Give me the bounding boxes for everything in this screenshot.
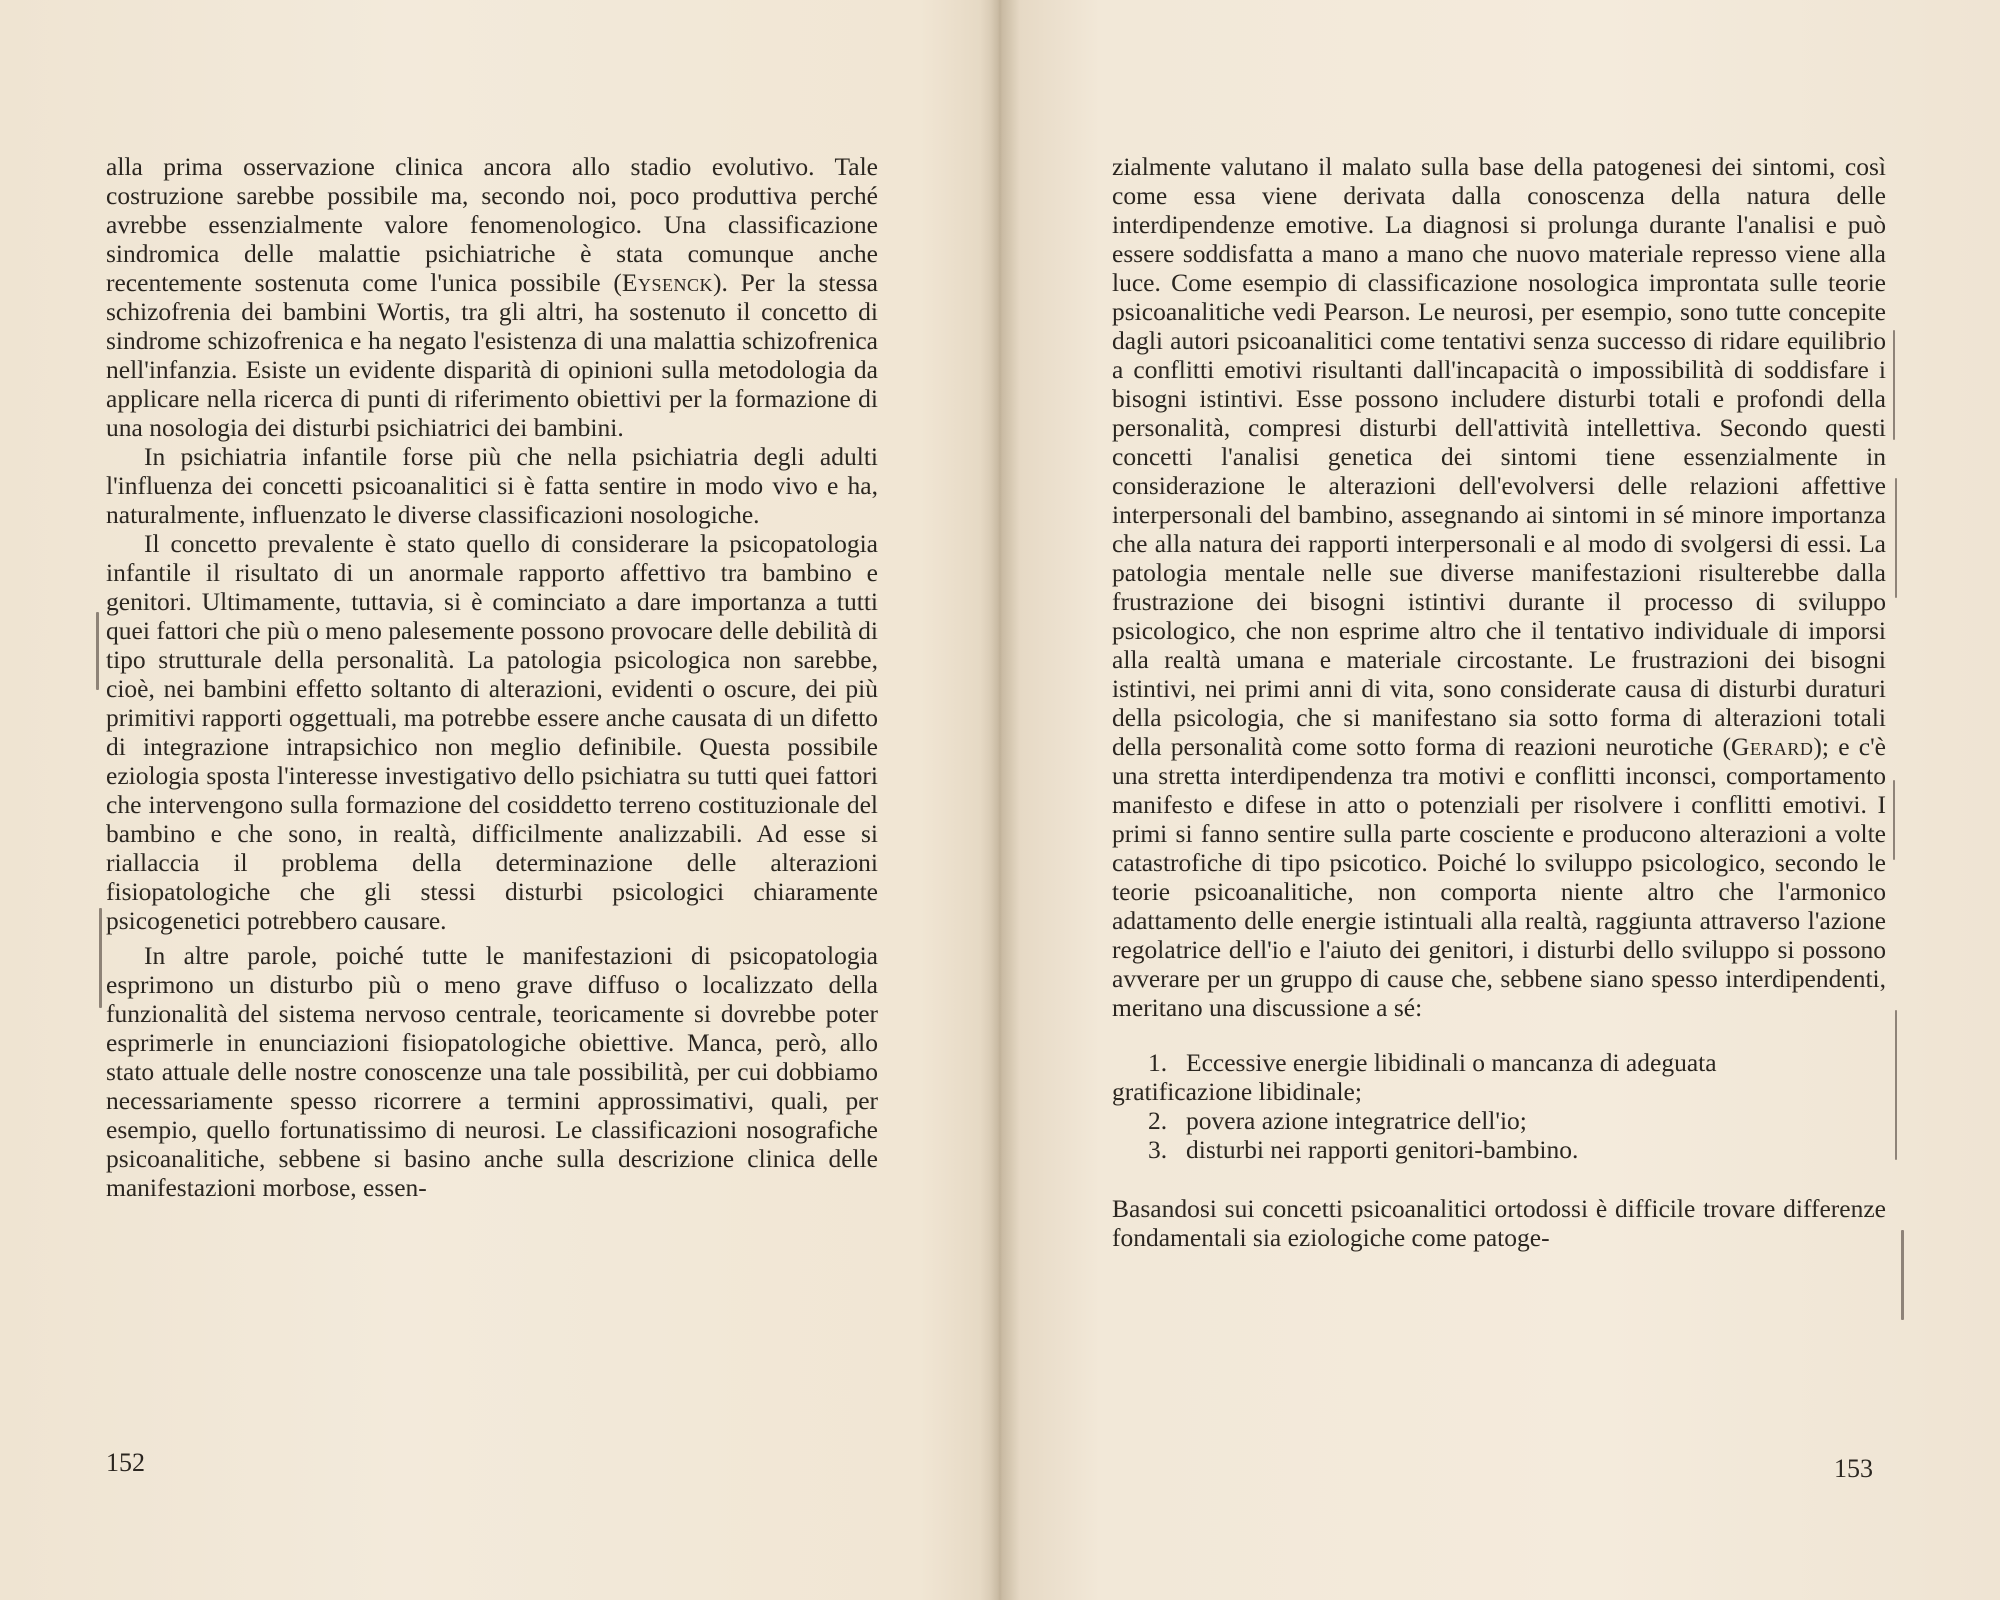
list-item — [1112, 1135, 1886, 1164]
left-paragraph-2: In psichiatria infantile forse più che nella psichiatria degli adulti l'influenza dei concetti psicoanalitici si è fatta sentire in modo vivo e ha, naturalmente, influenzato le diverse classificazioni nosologiche. — [106, 442, 878, 529]
pencil-margin-mark — [99, 908, 102, 1008]
left-paragraph-1-part-b: ). Per la stessa schizofrenia dei bambini Wortis, tra gli altri, ha sostenuto il concetto di sindrome schizofrenica e ha negato l'esistenza di una malattia schizofrenica nell'infanzia. Esiste un evidente disparità di opinioni sulla metodologia da applicare nella ricerca di punti di riferimento obiettivi per la formazione di una nosologia dei disturbi psichiatrici dei bambini. — [106, 268, 878, 442]
right-page-text — [1112, 152, 1886, 1252]
list-item-text: disturbi nei rapporti genitori-bambino. — [1186, 1135, 1579, 1164]
left-paragraph-1-part-a: alla prima osservazione clinica ancora allo stadio evolutivo. Tale costruzione sarebbe possibile ma, secondo noi, poco produttiva perché avrebbe essenzialmente valore fenomenologico. Una classificazione sindromica delle malattie psichiatriche è stata comunque anche recentemente sostenuta come l'unica possibile ( — [106, 152, 878, 297]
right-paragraph-1-part-a: zialmente valutano il malato sulla base della patogenesi dei sintomi, così come essa viene derivata dalla conoscenza della natura delle interdipendenze emotive. La diagnosi si prolunga durante l'analisi e può essere soddisfatta a mano a mano che nuovo materiale represso viene alla luce. Come esempio di classificazione nosologica improntata sulle teorie psicoanalitiche vedi Pearson. Le neurosi, per esempio, sono tutte concepite dagli autori psicoanalitici come tentativi senza successo di ridare equilibrio a conflitti emotivi risultanti dall'incapacità o impossibilità di soddisfare i bisogni istintivi. Esse possono includere disturbi totali e profondi della personalità, compresi disturbi dell'attività intellettiva. Secondo questi concetti l'analisi genetica dei sintomi tiene essenzialmente in considerazione le alterazioni dell'evolversi delle relazioni affettive interpersonali del bambino, assegnando ai sintomi in sé minore importanza che alla natura dei rapporti interpersonali e al modo di svolgersi di essi. La patologia mentale nelle sue diverse manifestazioni risulterebbe dalla frustrazione dei bisogni istintivi durante il processo di sviluppo psicologico, che non esprime altro che il tentativo individuale di imporsi alla realtà umana e materiale circostante. Le frustrazioni dei bisogni istintivi, nei primi anni di vita, sono considerate causa di disturbi duraturi della psicologia, che si manifestano sia sotto forma di alterazioni totali della personalità come sotto forma di reazioni neurotiche ( — [1112, 152, 1886, 761]
left-page-text — [106, 152, 878, 1202]
pencil-margin-mark — [1895, 1010, 1897, 1160]
left-paragraph-4: In altre parole, poiché tutte le manifestazioni di psicopatologia esprimono un disturbo più o meno grave diffuso o localizzato della funzionalità del sistema nervoso centrale, teoricamente si dovrebbe poter esprimerle in enunciazioni fisiopatologiche obiettive. Manca, però, allo stato attuale delle nostre conoscenze una tale possibilità, per cui dobbiamo necessariamente spesso ricorrere a termini approssimativi, quali, per esempio, quello fortunatissimo di neurosi. Le classificazioni nosografiche psicoanalitiche, sebbene si basino anche sulla descrizione clinica delle manifestazioni morbose, essen- — [106, 941, 878, 1202]
citation-gerard: Gerard — [1731, 732, 1814, 761]
list-item — [1112, 1106, 1886, 1135]
pencil-margin-mark — [1893, 780, 1895, 860]
causes-list — [1112, 1048, 1886, 1164]
left-paragraph-1 — [106, 152, 878, 442]
page-number-left: 152 — [106, 1448, 145, 1477]
list-item-number: 2. — [1148, 1106, 1168, 1135]
right-page — [1000, 0, 2000, 1600]
list-item — [1112, 1048, 1886, 1106]
list-item-text: Eccessive energie libidinali o mancanza di adeguata — [1186, 1048, 1717, 1077]
list-item-number: 1. — [1148, 1048, 1168, 1077]
pencil-margin-mark — [96, 612, 99, 690]
pencil-margin-mark — [1901, 1230, 1904, 1320]
pencil-margin-mark — [1895, 478, 1897, 598]
left-paragraph-3: Il concetto prevalente è stato quello di considerare la psicopatologia infantile il risultato di un anormale rapporto affettivo tra bambino e genitori. Ultimamente, tuttavia, si è cominciato a dare importanza a tutti quei fattori che più o meno palesemente possono provocare delle debilità di tipo strutturale della personalità. La patologia psicologica non sarebbe, cioè, nei bambini effetto soltanto di alterazioni, evidenti o oscure, dei più primitivi rapporti oggettuali, ma potrebbe essere anche causata di un difetto di integrazione intrapsichico non meglio definibile. Questa possibile eziologia sposta l'interesse investigativo dello psichiatra su tutti quei fattori che intervengono sulla formazione del cosiddetto terreno costituzionale del bambino e che sono, in realtà, difficilmente analizzabili. Ad esse si riallaccia il problema della determinazione delle alterazioni fisiopatologiche che gli stessi disturbi psicologici chiaramente psicogenetici potrebbero causare. — [106, 529, 878, 935]
right-paragraph-1-part-b: ); e c'è una stretta interdipendenza tra motivi e conflitti inconsci, comportamento manifesto e difese in atto o potenziali per risolvere i conflitti emotivi. I primi si fanno sentire sulla parte cosciente e producono alterazioni a volte catastrofiche di tipo psicotico. Poiché lo sviluppo psicologico, secondo le teorie psicoanalitiche, non comporta niente altro che l'armonico adattamento delle energie istintuali alla realtà, raggiunta attraverso l'azione regolatrice dell'io e l'aiuto dei genitori, i disturbi dello sviluppo si possono avverare per un gruppo di cause che, sebbene siano spesso interdipendenti, meritano una discussione a sé: — [1112, 732, 1886, 1022]
right-paragraph-1 — [1112, 152, 1886, 1022]
pencil-margin-mark — [1893, 330, 1895, 440]
list-item-continuation: gratificazione libidinale; — [1112, 1077, 1362, 1106]
citation-eysenck: Eysenck — [621, 268, 713, 297]
list-item-number: 3. — [1148, 1135, 1168, 1164]
page-number-right: 153 — [1834, 1454, 1873, 1483]
list-item-text: povera azione integratrice dell'io; — [1186, 1106, 1527, 1135]
right-paragraph-2: Basandosi sui concetti psicoanalitici ortodossi è difficile trovare differenze fondamentali sia eziologiche come patoge- — [1112, 1194, 1886, 1252]
